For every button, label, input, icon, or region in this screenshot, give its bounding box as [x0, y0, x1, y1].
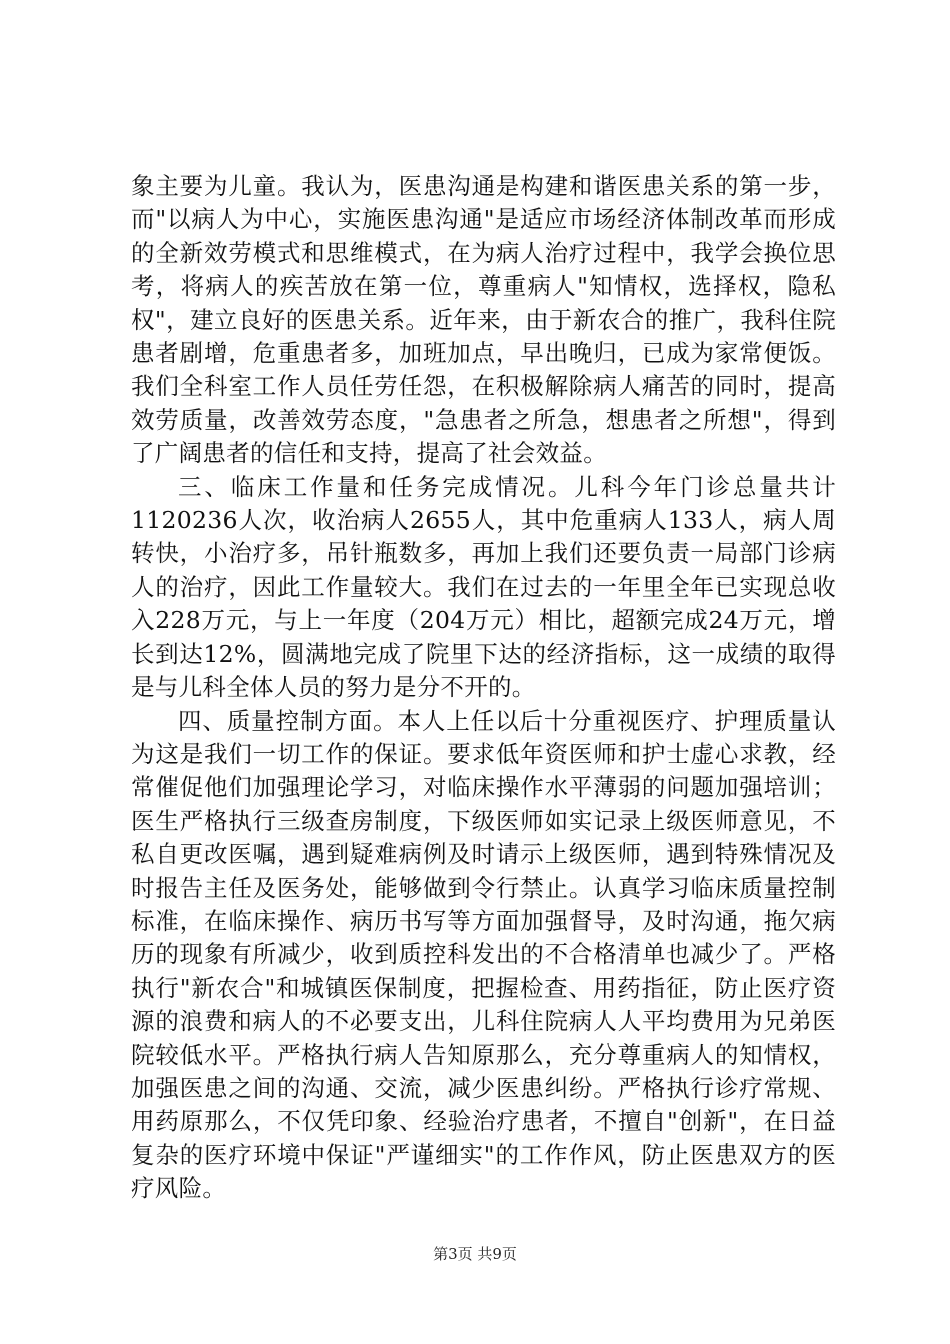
document-body — [131, 170, 836, 1206]
paragraph-quality-control: 四、质量控制方面。本人上任以后十分重视医疗、护理质量认为这是我们一切工作的保证。要求低年资医师和护士虚心求教，经常催促他们加强理论学习，对临床操作水平薄弱的问题加强培训；医生严格执行三级查房制度，下级医师如实记录上级医师意见，不私自更改医嘱，遇到疑难病例及时请示上级医师，遇到特殊情况及时报告主任及医务处，能够做到令行禁止。认真学习临床质量控制标准，在临床操作、病历书写等方面加强督导，及时沟通，拖欠病历的现象有所减少，收到质控科发出的不合格清单也减少了。严格执行"新农合"和城镇医保制度，把握检查、用药指征，防止医疗资源的浪费和病人的不必要支出，儿科住院病人人平均费用为兄弟医院较低水平。严格执行病人告知原那么，充分尊重病人的知情权，加强医患之间的沟通、交流，减少医患纠纷。严格执行诊疗常规、用药原那么，不仅凭印象、经验治疗患者，不擅自"创新"，在日益复杂的医疗环境中保证"严谨细实"的工作作风，防止医患双方的医疗风险。 — [131, 706, 836, 1203]
page-number-footer: 第3页 共9页 — [433, 1245, 517, 1263]
paragraph-continuation: 象主要为儿童。我认为，医患沟通是构建和谐医患关系的第一步，而"以病人为中心，实施医患沟通"是适应市场经济体制改革而形成的全新效劳模式和思维模式，在为病人治疗过程中，我学会换位思考，将病人的疾苦放在第一位，尊重病人"知情权，选择权，隐私权"，建立良好的医患关系。近年来，由于新农合的推广，我科住院患者剧增，危重患者多，加班加点，早出晚归，已成为家常便饭。我们全科室工作人员任劳任怨，在积极解除病人痛苦的同时，提高效劳质量，改善效劳态度，"急患者之所急，想患者之所想"，得到了广阔患者的信任和支持，提高了社会效益。 — [131, 172, 836, 468]
paragraph-workload: 三、临床工作量和任务完成情况。儿科今年门诊总量共计1120236人次，收治病人2655人，其中危重病人133人，病人周转快，小治疗多，吊针瓶数多，再加上我们还要负责一局部门诊病人的治疗，因此工作量较大。我们在过去的一年里全年已实现总收入228万元，与上一年度（204万元）相比，超额完成24万元，增长到达12%，圆满地完成了院里下达的经济指标，这一成绩的取得是与儿科全体人员的努力是分不开的。 — [131, 472, 836, 702]
